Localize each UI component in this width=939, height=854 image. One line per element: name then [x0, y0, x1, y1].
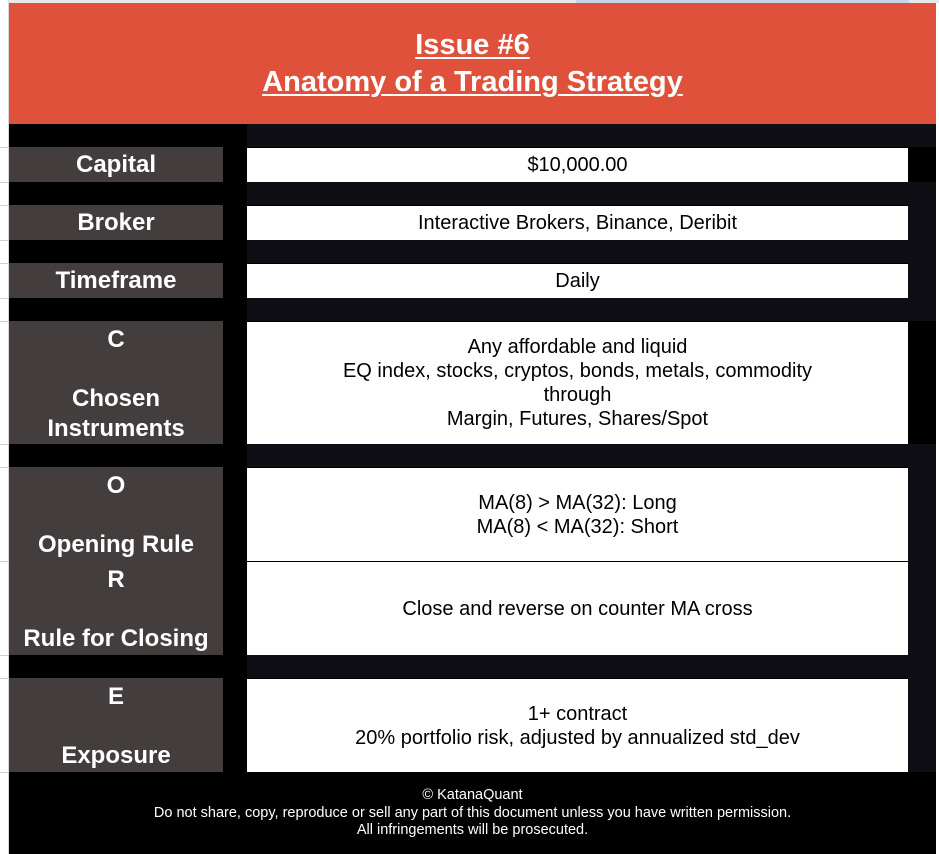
capital-value[interactable] — [247, 148, 908, 182]
row-gutter — [0, 0, 9, 854]
row-tick — [0, 298, 9, 299]
instruments-value-line: Any affordable and liquid — [467, 336, 688, 358]
row-tick — [0, 182, 9, 183]
document-header — [9, 3, 936, 124]
exposure-label — [9, 678, 223, 772]
broker-label: Broker — [9, 205, 223, 240]
exposure-letter: E — [107, 683, 124, 710]
capital-value-text: $10,000.00 — [527, 154, 628, 176]
row-tick — [0, 240, 9, 241]
separator-band — [247, 655, 908, 678]
row-tick — [0, 772, 9, 773]
opening-label — [9, 467, 223, 561]
instruments-letter: C — [107, 326, 125, 353]
broker-value[interactable] — [247, 206, 908, 240]
row-tick — [0, 205, 9, 206]
instruments-value-line: EQ index, stocks, cryptos, bonds, metals, commodity — [342, 360, 813, 382]
separator-band — [247, 124, 936, 147]
exposure-value-line: 20% portfolio risk, adjusted by annualized std_dev — [355, 726, 800, 749]
separator-band — [247, 182, 908, 205]
issue-number: Issue #6 — [415, 28, 530, 61]
opening-label-name: Opening Rule — [38, 531, 194, 558]
timeframe-label: Timeframe — [9, 263, 223, 298]
exposure-value[interactable] — [247, 679, 908, 772]
closing-label-name: Rule for Closing — [23, 625, 209, 652]
separator-band — [247, 444, 908, 467]
opening-value[interactable] — [247, 468, 908, 561]
row-tick — [0, 444, 9, 445]
instruments-label-line2: Instruments — [47, 415, 185, 442]
row-tick — [0, 655, 9, 656]
timeframe-value[interactable] — [247, 264, 908, 298]
document-title: Anatomy of a Trading Strategy — [262, 65, 683, 98]
row-tick — [0, 147, 9, 148]
broker-value-text: Interactive Brokers, Binance, Deribit — [417, 212, 738, 234]
separator-band — [247, 240, 908, 263]
separator-band — [247, 298, 908, 321]
right-margin-cell — [908, 321, 936, 444]
permission-notice: Do not share, copy, reproduce or sell any part of this document unless you have written permission. — [153, 804, 792, 821]
right-margin-cell — [908, 147, 936, 182]
instruments-value-line: Margin, Futures, Shares/Spot — [446, 408, 709, 430]
timeframe-value-text: Daily — [555, 270, 600, 292]
exposure-value-line: 1+ contract — [527, 702, 628, 725]
exposure-label-name: Exposure — [61, 742, 171, 769]
instruments-label-line1: Chosen — [71, 385, 160, 412]
right-margin-band — [908, 147, 936, 772]
row-tick — [0, 263, 9, 264]
prosecution-notice: All infringements will be prosecuted. — [356, 822, 589, 838]
row-tick — [0, 561, 9, 562]
instruments-value-line: through — [543, 384, 612, 406]
closing-letter: R — [107, 566, 125, 593]
closing-value-text: Close and reverse on counter MA cross — [402, 597, 753, 620]
opening-value-line: MA(8) > MA(32): Long — [478, 491, 677, 514]
closing-value[interactable] — [247, 562, 908, 655]
opening-letter: O — [106, 472, 126, 499]
closing-label — [9, 561, 223, 655]
row-tick — [0, 467, 9, 468]
capital-label: Capital — [9, 147, 223, 182]
copyright-line: © KatanaQuant — [422, 787, 523, 803]
row-tick — [0, 678, 9, 679]
opening-value-line: MA(8) < MA(32): Short — [476, 515, 679, 538]
instruments-value[interactable] — [247, 322, 908, 444]
copyright-footer — [9, 772, 936, 854]
row-tick — [0, 321, 9, 322]
instruments-label — [9, 321, 223, 444]
